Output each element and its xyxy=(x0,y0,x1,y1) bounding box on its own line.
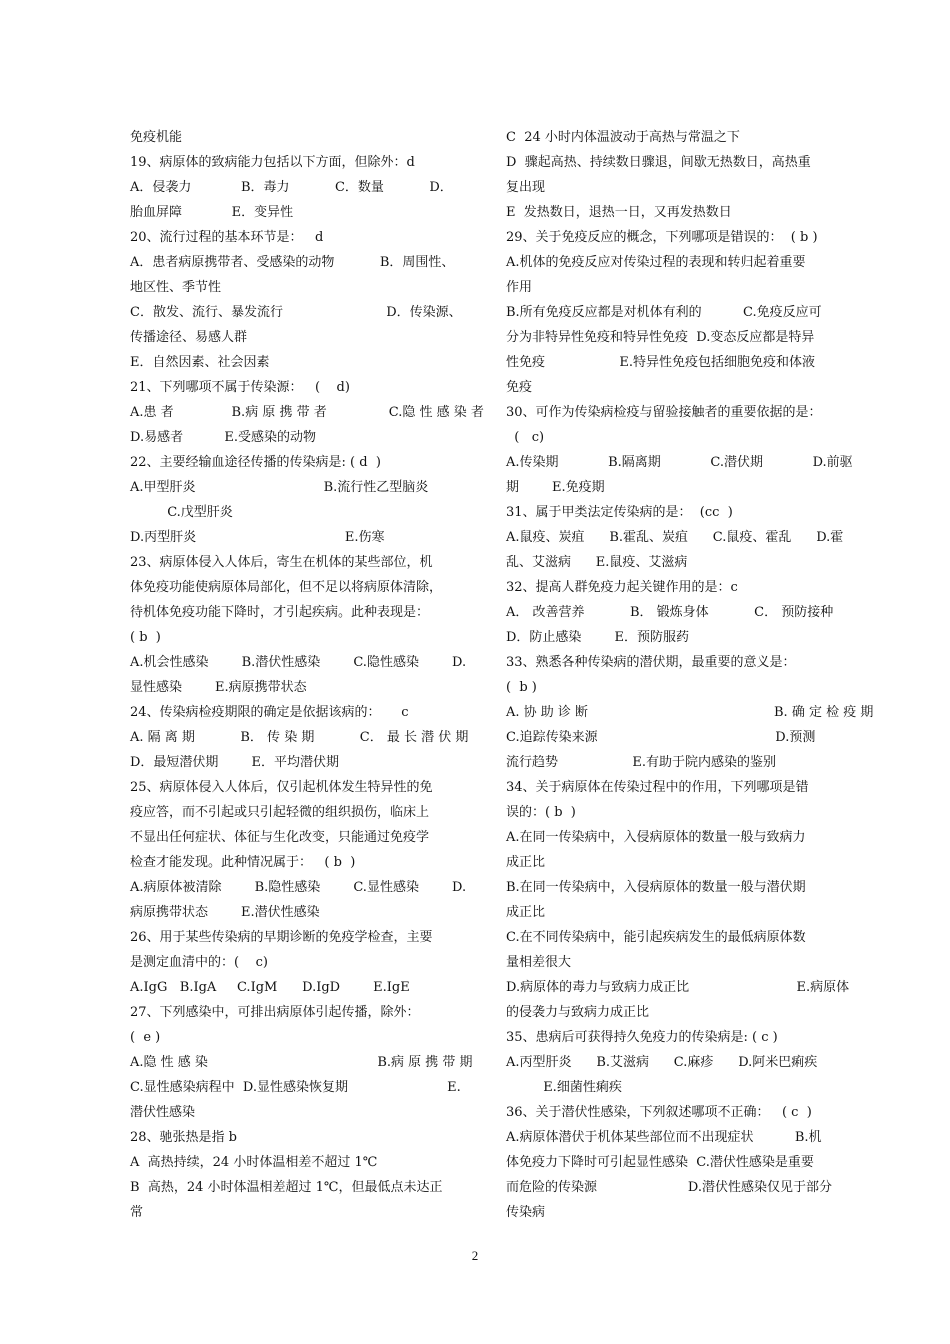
text-line: D.病原体的毒力与致病力成正比 E.病原体 xyxy=(506,980,850,995)
text-line: 传染病 xyxy=(506,1205,546,1220)
text-line: B.在同一传染病中，入侵病原体的数量一般与潜伏期 xyxy=(506,880,806,895)
text-line: 32、提高人群免疫力起关键作用的是：c xyxy=(506,580,738,595)
text-line: 疫应答，而不引起或只引起轻微的组织损伤，临床上 xyxy=(130,805,430,820)
text-line: A.病原体被清除 B.隐性感染 C.显性感染 D. xyxy=(130,880,467,895)
text-line: 36、关于潜伏性感染，下列叙述哪项不正确： ( c ) xyxy=(506,1105,812,1120)
text-line: A.丙型肝炎 B.艾滋病 C.麻疹 D.阿米巴痢疾 xyxy=(506,1055,818,1070)
text-line: 26、用于某些传染病的早期诊断的免疫学检查，主要 xyxy=(130,930,433,945)
text-line: 胎血屏障 E．变异性 xyxy=(130,205,294,220)
text-line: 23、病原体侵入人体后，寄生在机体的某些部位，机 xyxy=(130,555,433,570)
text-line: 病原携带状态 E.潜伏性感染 xyxy=(130,905,320,920)
text-line: A 高热持续，24 小时体温相差不超过 1℃ xyxy=(130,1155,378,1170)
text-line: 期 E.免疫期 xyxy=(506,480,605,495)
text-line: A．侵袭力 B．毒力 C．数量 D． xyxy=(130,180,453,195)
text-line: D.丙型肝炎 E.伤寒 xyxy=(130,530,385,545)
text-line: C 24 小时内体温波动于高热与常温之下 xyxy=(506,130,740,145)
text-line: A.机体的免疫反应对传染过程的表现和转归起着重要 xyxy=(506,255,806,270)
text-line: 分为非特异性免疫和特异性免疫 D.变态反应都是特异 xyxy=(506,330,815,345)
text-line: C.在不同传染病中，能引起疾病发生的最低病原体数 xyxy=(506,930,806,945)
text-line: A.IgG B.IgA C.IgM D.IgD E.IgE xyxy=(130,980,410,995)
text-line: 传播途径、易感人群 xyxy=(130,330,248,345)
text-line: A. 协 助 诊 断 B. 确 定 检 疫 期 xyxy=(506,705,874,720)
text-line: 作用 xyxy=(506,280,533,295)
text-line: ( b ) xyxy=(130,630,161,645)
text-line: 潜伏性感染 xyxy=(130,1105,196,1120)
text-line: 复出现 xyxy=(506,180,546,195)
text-line: 27、下列感染中，可排出病原体引起传播，除外： xyxy=(130,1005,420,1020)
text-line: 而危险的传染源 D.潜伏性感染仅见于部分 xyxy=(506,1180,833,1195)
text-line: ( e ) xyxy=(130,1030,161,1045)
text-line: A. 隔 离 期 B． 传 染 期 C． 最 长 潜 伏 期 xyxy=(130,730,469,745)
text-line: 性免疫 E.特异性免疫包括细胞免疫和体液 xyxy=(506,355,816,370)
right-column xyxy=(506,125,874,1225)
text-line: 29、关于免疫反应的概念，下列哪项是错误的： ( b ) xyxy=(506,230,818,245)
text-line: 显性感染 E.病原携带状态 xyxy=(130,680,307,695)
text-line: A.患 者 B.病 原 携 带 者 C.隐 性 感 染 者 xyxy=(130,405,484,420)
text-line: E 发热数日，退热一日，又再发热数日 xyxy=(506,205,732,220)
text-line: E.细菌性痢疾 xyxy=(506,1080,622,1095)
page-number: 2 xyxy=(471,1248,479,1263)
text-line: 33、熟悉各种传染病的潜伏期，最重要的意义是： xyxy=(506,655,796,670)
left-column xyxy=(130,125,484,1225)
text-line: 量相差很大 xyxy=(506,955,572,970)
text-line: A．患者病原携带者、受感染的动物 B．周围性、 xyxy=(130,255,455,270)
text-line: 34、关于病原体在传染过程中的作用，下列哪项是错 xyxy=(506,780,809,795)
text-line: 地区性、季节性 xyxy=(130,280,222,295)
text-line: 免疫 xyxy=(506,380,533,395)
text-line: 19、病原体的致病能力包括以下方面，但除外：d xyxy=(130,155,415,170)
text-line: ( b ) xyxy=(506,680,537,695)
text-line: 流行趋势 E.有助于院内感染的鉴别 xyxy=(506,755,777,770)
text-line: 体免疫功能使病原体局部化，但不足以将病原体清除， xyxy=(130,580,443,595)
text-line: 25、病原体侵入人体后，仅引起机体发生特异性的免 xyxy=(130,780,433,795)
text-line: 24、传染病检疫期限的确定是依据该病的： c xyxy=(130,705,409,720)
text-line: D．最短潜伏期 E．平均潜伏期 xyxy=(130,755,339,770)
text-line: 不显出任何症状、体征与生化改变，只能通过免疫学 xyxy=(130,830,430,845)
text-line: 的侵袭力与致病力成正比 xyxy=(506,1005,650,1020)
text-line: A.甲型肝炎 B.流行性乙型脑炎 xyxy=(130,480,429,495)
text-line: 成正比 xyxy=(506,905,546,920)
text-line: 31、属于甲类法定传染病的是： (cc ) xyxy=(506,505,733,520)
text-line: D.易感者 E.受感染的动物 xyxy=(130,430,317,445)
text-line: C．散发、流行、暴发流行 D．传染源、 xyxy=(130,305,462,320)
text-line: C.戊型肝炎 xyxy=(130,505,233,520)
text-line: 20、流行过程的基本环节是： d xyxy=(130,230,324,245)
text-line: A.病原体潜伏于机体某些部位而不出现症状 B.机 xyxy=(506,1130,822,1145)
text-line: C.追踪传染来源 D.预测 xyxy=(506,730,816,745)
text-line: 35、患病后可获得持久免疫力的传染病是: ( c ) xyxy=(506,1030,778,1045)
text-line: 是测定血清中的：( c) xyxy=(130,955,268,970)
text-line: 30、可作为传染病检疫与留验接触者的重要依据的是： xyxy=(506,405,822,420)
text-line: 21、下列哪项不属于传染源： ( d) xyxy=(130,380,350,395)
text-line: A． 改善营养 B． 锻炼身体 C． 预防接种 xyxy=(506,605,834,620)
text-line: 体免疫力下降时可引起显性感染 C.潜伏性感染是重要 xyxy=(506,1155,814,1170)
text-line: 误的：( b ) xyxy=(506,805,576,820)
text-line: 待机体免疫功能下降时，才引起疾病。此种表现是： xyxy=(130,605,430,620)
text-line: E．自然因素、社会因素 xyxy=(130,355,270,370)
text-line: 检查才能发现。此种情况属于： ( b ) xyxy=(130,855,356,870)
text-line: ( c) xyxy=(506,430,545,445)
text-line: D 骤起高热、持续数日骤退，间歇无热数日，高热重 xyxy=(506,155,811,170)
text-line: 常 xyxy=(130,1205,144,1220)
text-line: A.传染期 B.隔离期 C.潜伏期 D.前驱 xyxy=(506,455,853,470)
text-line: D．防止感染 E．预防服药 xyxy=(506,630,689,645)
text-line: 成正比 xyxy=(506,855,546,870)
text-line: A.隐 性 感 染 B.病 原 携 带 期 xyxy=(130,1055,473,1070)
text-line: A.在同一传染病中，入侵病原体的数量一般与致病力 xyxy=(506,830,806,845)
text-line: A.鼠疫、炭疽 B.霍乱、炭疽 C.鼠疫、霍乱 D.霍 xyxy=(506,530,844,545)
text-line: 免疫机能 xyxy=(130,130,183,145)
text-line: B.所有免疫反应都是对机体有利的 C.免疫反应可 xyxy=(506,305,822,320)
text-line: A.机会性感染 B.潜伏性感染 C.隐性感染 D. xyxy=(130,655,467,670)
text-line: B 高热，24 小时体温相差超过 1℃，但最低点未达正 xyxy=(130,1180,443,1195)
text-line: 22、主要经输血途径传播的传染病是: ( d ) xyxy=(130,455,381,470)
text-line: 乱、艾滋病 E.鼠疫、艾滋病 xyxy=(506,555,688,570)
text-line: C.显性感染病程中 D.显性感染恢复期 E. xyxy=(130,1080,461,1095)
text-line: 28、驰张热是指 b xyxy=(130,1130,237,1145)
